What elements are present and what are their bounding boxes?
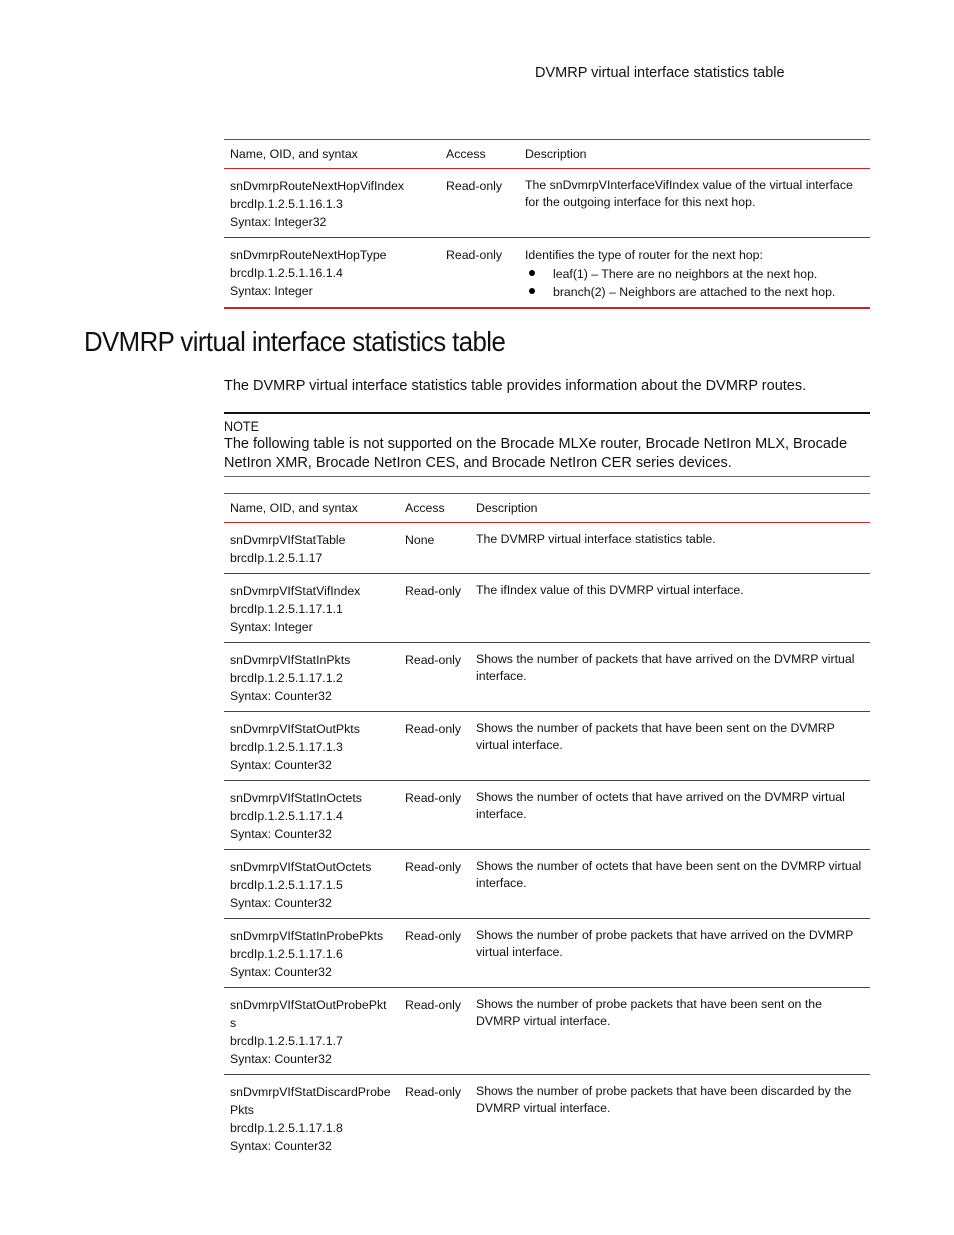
cell-name — [224, 1075, 399, 1162]
object-name-line: snDvmrpVIfStatOutProbePkt — [230, 998, 387, 1012]
cell-access: Read-only — [440, 169, 519, 238]
object-name-line: s — [230, 1016, 237, 1030]
object-name-line: brcdIp.1.2.5.1.17.1.5 — [230, 878, 343, 892]
note-label: NOTE — [224, 418, 260, 434]
cell-name — [224, 781, 399, 850]
object-name-line: snDvmrpVIfStatInPkts — [230, 653, 351, 667]
object-name-line: snDvmrpVIfStatOutOctets — [230, 860, 372, 874]
intro-paragraph: The DVMRP virtual interface statistics table provides information about the DVMRP routes. — [224, 378, 807, 394]
next-hop-table — [224, 139, 870, 309]
object-name-line: Syntax: Counter32 — [230, 1052, 332, 1066]
description-text: Identifies the type of router for the next hop: — [525, 248, 763, 262]
object-name-line: snDvmrpVIfStatInOctets — [230, 791, 362, 805]
object-name-line: brcdIp.1.2.5.1.17.1.8 — [230, 1121, 343, 1135]
object-name-line: Syntax: Counter32 — [230, 896, 332, 910]
table-row — [224, 574, 870, 643]
bullet-list — [525, 265, 864, 301]
cell-name — [224, 523, 399, 574]
table-row — [224, 169, 870, 238]
table-row — [224, 781, 870, 850]
bullet-item: leaf(1) – There are no neighbors at the next hop. — [553, 265, 864, 283]
object-name-line: Syntax: Counter32 — [230, 827, 332, 841]
cell-description: Shows the number of probe packets that have been sent on the DVMRP virtual interface. — [470, 988, 870, 1075]
note-box — [224, 412, 870, 477]
table-row — [224, 988, 870, 1075]
note-text: The following table is not supported on the Brocade MLXe router, Brocade NetIron MLX, Brocade NetIron XMR, Brocade NetIron CES, and Brocade NetIron CER series devices. — [224, 436, 848, 471]
cell-access: Read-only — [399, 781, 470, 850]
object-name-line: snDvmrpVIfStatDiscardProbe — [230, 1085, 391, 1099]
object-name-line: Syntax: Integer — [230, 620, 313, 634]
cell-name — [224, 238, 440, 309]
cell-access: Read-only — [399, 643, 470, 712]
cell-access: Read-only — [399, 919, 470, 988]
cell-access: Read-only — [399, 850, 470, 919]
cell-description: Shows the number of octets that have been sent on the DVMRP virtual interface. — [470, 850, 870, 919]
running-header: DVMRP virtual interface statistics table — [535, 65, 785, 81]
object-syntax: Syntax: Integer32 — [230, 215, 327, 229]
table-row — [224, 238, 870, 309]
table-row — [224, 1075, 870, 1162]
cell-name — [224, 850, 399, 919]
cell-name — [224, 169, 440, 238]
object-name-line: Syntax: Counter32 — [230, 965, 332, 979]
object-name-line: snDvmrpVIfStatOutPkts — [230, 722, 360, 736]
cell-access: None — [399, 523, 470, 574]
object-name-line: brcdIp.1.2.5.1.17.1.6 — [230, 947, 343, 961]
cell-access: Read-only — [399, 574, 470, 643]
cell-description: The ifIndex value of this DVMRP virtual interface. — [470, 574, 870, 643]
cell-name — [224, 919, 399, 988]
object-name-line: Syntax: Counter32 — [230, 1139, 332, 1153]
bullet-item: branch(2) – Neighbors are attached to the next hop. — [553, 283, 864, 301]
object-name: snDvmrpRouteNextHopVifIndex — [230, 179, 405, 193]
vif-stat-table — [224, 493, 870, 1161]
column-header-access: Access — [399, 494, 470, 523]
cell-description: The snDvmrpVInterfaceVifIndex value of the virtual interface for the outgoing interface for this next hop. — [519, 169, 870, 238]
column-header-description: Description — [470, 494, 870, 523]
cell-description: Shows the number of probe packets that have been discarded by the DVMRP virtual interface. — [476, 1084, 852, 1115]
object-syntax: Syntax: Integer — [230, 284, 313, 298]
column-header-access: Access — [440, 140, 519, 169]
cell-access: Read-only — [440, 238, 519, 309]
cell-description: Shows the number of packets that have been sent on the DVMRP virtual interface. — [470, 712, 870, 781]
object-name-line: snDvmrpVIfStatTable — [230, 533, 346, 547]
object-name-line: snDvmrpVIfStatInProbePkts — [230, 929, 384, 943]
cell-name — [224, 574, 399, 643]
table-row — [224, 643, 870, 712]
object-name-line: Syntax: Counter32 — [230, 689, 332, 703]
column-header-name: Name, OID, and syntax — [224, 140, 440, 169]
column-header-description: Description — [519, 140, 870, 169]
object-name-line: brcdIp.1.2.5.1.17.1.4 — [230, 809, 343, 823]
table-header-row — [224, 140, 870, 169]
object-name-line: brcdIp.1.2.5.1.17.1.7 — [230, 1034, 343, 1048]
cell-description — [519, 238, 870, 309]
object-name-line: brcdIp.1.2.5.1.17.1.1 — [230, 602, 343, 616]
object-name: snDvmrpRouteNextHopType — [230, 248, 387, 262]
cell-access: Read-only — [399, 988, 470, 1075]
cell-description: The DVMRP virtual interface statistics table. — [470, 523, 870, 574]
object-oid: brcdIp.1.2.5.1.16.1.3 — [230, 197, 343, 211]
table-row — [224, 712, 870, 781]
cell-name — [224, 712, 399, 781]
object-name-line: snDvmrpVIfStatVifIndex — [230, 584, 361, 598]
table-row — [224, 523, 870, 574]
object-name-line: Pkts — [230, 1103, 254, 1117]
object-name-line: brcdIp.1.2.5.1.17.1.3 — [230, 740, 343, 754]
cell-description: Shows the number of probe packets that have arrived on the DVMRP virtual interface. — [470, 919, 870, 988]
section-title: DVMRP virtual interface statistics table — [84, 326, 506, 357]
column-header-name: Name, OID, and syntax — [224, 494, 399, 523]
table-row — [224, 850, 870, 919]
cell-description: Shows the number of packets that have arrived on the DVMRP virtual interface. — [470, 643, 870, 712]
object-name-line: Syntax: Counter32 — [230, 758, 332, 772]
cell-name — [224, 643, 399, 712]
table-row — [224, 919, 870, 988]
cell-access: Read-only — [405, 1085, 462, 1099]
object-name-line: brcdIp.1.2.5.1.17 — [230, 551, 323, 565]
cell-access: Read-only — [399, 712, 470, 781]
object-oid: brcdIp.1.2.5.1.16.1.4 — [230, 266, 343, 280]
object-name-line: brcdIp.1.2.5.1.17.1.2 — [230, 671, 343, 685]
cell-description: Shows the number of octets that have arrived on the DVMRP virtual interface. — [470, 781, 870, 850]
cell-name — [224, 988, 399, 1075]
table-header-row — [224, 494, 870, 523]
